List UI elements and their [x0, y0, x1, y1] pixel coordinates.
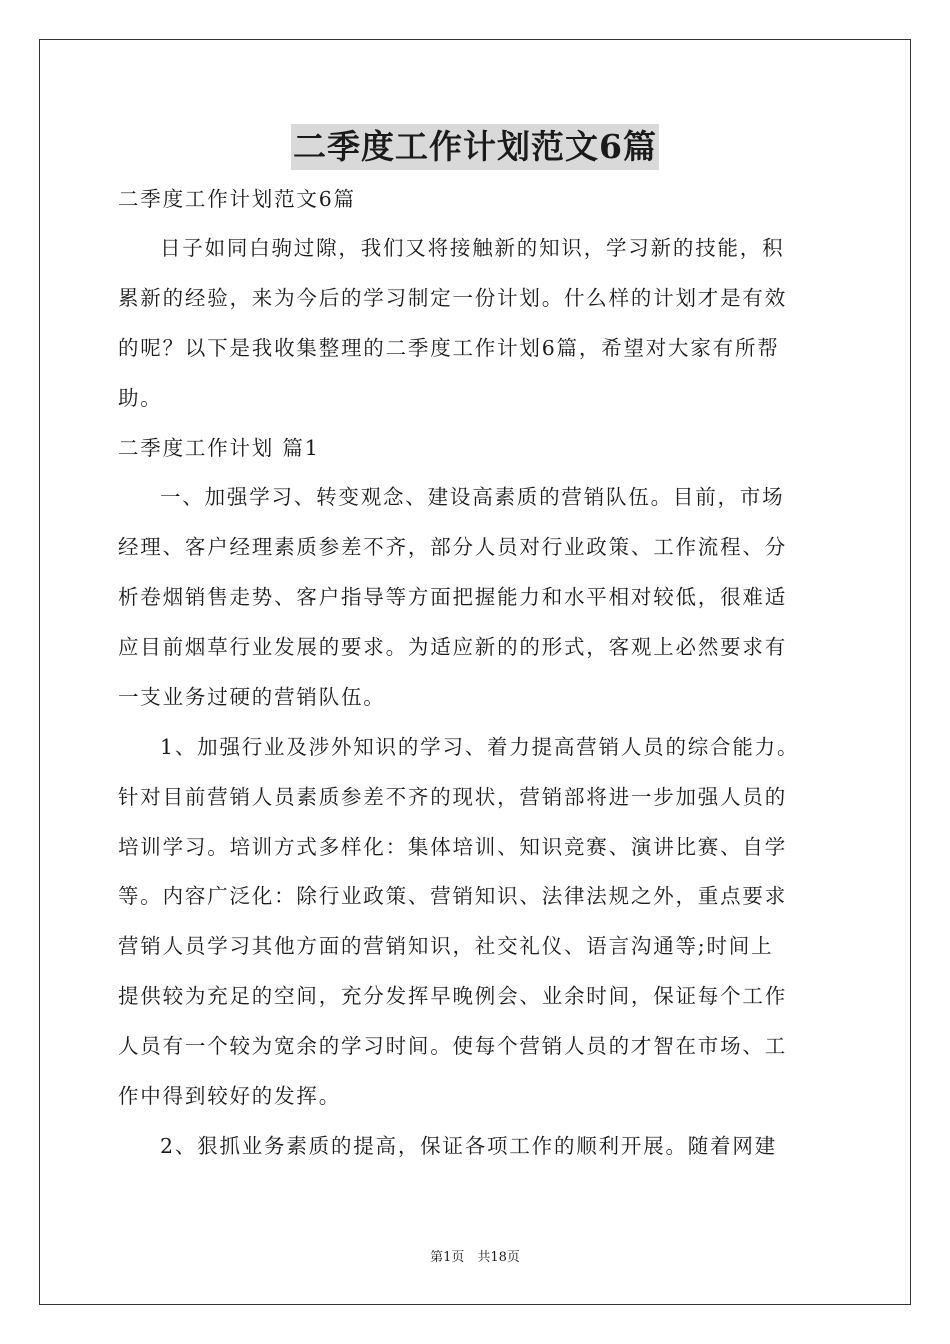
paragraph-line: 2、狠抓业务素质的提高，保证各项工作的顺利开展。随着网建: [160, 1134, 777, 1158]
paragraph-line: 应目前烟草行业发展的要求。为适应新的的形式，客观上必然要求有: [118, 635, 787, 659]
page-number-footer: 第1页 共18页: [430, 1250, 520, 1265]
paragraph-line: 经理、客户经理素质参差不齐，部分人员对行业政策、工作流程、分: [118, 535, 787, 559]
section-heading: 二季度工作计划 篇1: [118, 436, 320, 460]
paragraph-line: 的呢？以下是我收集整理的二季度工作计划6篇，希望对大家有所帮: [118, 336, 780, 360]
paragraph-line: 日子如同白驹过隙，我们又将接触新的知识，学习新的技能，积: [160, 236, 785, 260]
document-title: [0, 124, 950, 170]
document-title-text: 二季度工作计划范文6篇: [291, 124, 659, 170]
paragraph-line: 作中得到较好的发挥。: [118, 1084, 341, 1108]
paragraph-line: 针对目前营销人员素质参差不齐的现状，营销部将进一步加强人员的: [118, 785, 787, 809]
paragraph-line: 助。: [118, 386, 163, 410]
paragraph-line: 累新的经验，来为今后的学习制定一份计划。什么样的计划才是有效: [118, 286, 787, 310]
paragraph-line: 一、加强学习、转变观念、建设高素质的营销队伍。目前，市场: [160, 485, 785, 509]
paragraph-line: 提供较为充足的空间，充分发挥早晚例会、业余时间，保证每个工作: [118, 984, 787, 1008]
paragraph-line: 等。内容广泛化：除行业政策、营销知识、法律法规之外，重点要求: [118, 884, 787, 908]
page-border: [39, 39, 911, 1305]
paragraph-line: 析卷烟销售走势、客户指导等方面把握能力和水平相对较低，很难适: [118, 585, 787, 609]
paragraph-line: 一支业务过硬的营销队伍。: [118, 685, 386, 709]
paragraph-line: 培训学习。培训方式多样化：集体培训、知识竞赛、演讲比赛、自学: [118, 835, 787, 859]
paragraph-line: 营销人员学习其他方面的营销知识，社交礼仪、语言沟通等;时间上: [118, 934, 774, 958]
paragraph-line: 人员有一个较为宽余的学习时间。使每个营销人员的才智在市场、工: [118, 1034, 787, 1058]
paragraph-line: 1、加强行业及涉外知识的学习、着力提高营销人员的综合能力。: [160, 735, 800, 759]
subtitle-line: 二季度工作计划范文6篇: [118, 187, 356, 211]
